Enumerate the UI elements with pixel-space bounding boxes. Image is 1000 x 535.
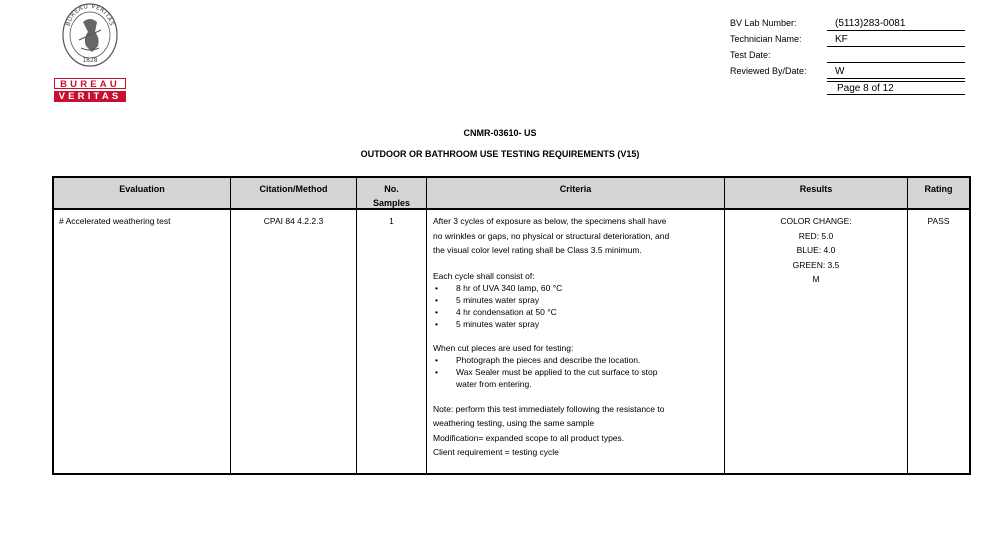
- header-samples-line1: No.: [384, 184, 399, 194]
- result-line: GREEN: 3.5: [792, 259, 840, 270]
- list-item-text: water from entering.: [456, 378, 532, 389]
- logo-year: 1828: [82, 57, 98, 64]
- cut-heading: When cut pieces are used for testing:: [433, 342, 574, 353]
- header-citation: Citation/Method: [259, 184, 328, 194]
- list-item: [433, 366, 723, 390]
- list-item: • 4 hr condensation at 50 °C: [433, 306, 723, 318]
- criteria-line: no wrinkles or gaps, no physical or structural deterioration, and: [433, 230, 670, 241]
- technician-label: Technician Name:: [730, 34, 802, 44]
- note-line: Note: perform this test immediately following the resistance to: [433, 403, 665, 414]
- cut-list: [433, 354, 723, 390]
- reviewed-label: Reviewed By/Date:: [730, 66, 807, 76]
- result-line: BLUE: 4.0: [796, 245, 836, 255]
- note-line: Modification= expanded scope to all product types.: [433, 432, 625, 443]
- document-title: OUTDOOR OR BATHROOM USE TESTING REQUIREMENTS (V15): [360, 149, 640, 159]
- row-rating: PASS: [927, 216, 950, 226]
- lab-number-label: BV Lab Number:: [730, 18, 797, 28]
- test-date-row: [730, 50, 970, 64]
- list-item: • 8 hr of UVA 340 lamp, 60 °C: [433, 282, 723, 294]
- test-date-label: Test Date:: [730, 50, 771, 60]
- logo-band-top: BUREAU: [54, 78, 126, 89]
- logo-arc-text: BUREAU VERITAS: [64, 2, 116, 27]
- header-criteria: Criteria: [559, 184, 592, 194]
- page-number: Page 8 of 12: [827, 81, 965, 95]
- technician-row: [730, 34, 970, 48]
- result-line: M: [812, 274, 820, 284]
- test-date-value: [827, 50, 965, 63]
- row-samples: 1: [389, 216, 394, 226]
- technician-value: KF: [827, 34, 965, 47]
- reviewed-row: [730, 66, 970, 80]
- list-item: • 5 minutes water spray: [433, 318, 723, 330]
- cycle-list: [433, 282, 723, 330]
- row-citation: CPAI 84 4.2.2.3: [263, 216, 324, 226]
- row-criteria: [433, 214, 723, 460]
- criteria-line: After 3 cycles of exposure as below, the specimens shall have: [433, 216, 667, 226]
- column-divider: [426, 178, 427, 473]
- lab-number-value: (5113)283-0081: [827, 18, 965, 31]
- cycle-heading: Each cycle shall consist of:: [433, 270, 535, 281]
- requirements-table: [52, 176, 971, 475]
- header-samples-line2: Samples: [372, 198, 411, 208]
- header-samples: [357, 182, 426, 210]
- header-rating: Rating: [924, 184, 953, 194]
- note-line: weathering testing, using the same sample: [433, 418, 595, 428]
- row-evaluation: # Accelerated weathering test: [59, 216, 171, 226]
- note-line: Client requirement = testing cycle: [433, 447, 559, 457]
- result-line: RED: 5.0: [798, 230, 834, 241]
- header-results: Results: [799, 184, 833, 194]
- row-results: [725, 214, 907, 287]
- list-item-text: Wax Sealer must be applied to the cut surface to stop: [456, 366, 658, 377]
- result-line: COLOR CHANGE:: [780, 216, 852, 226]
- logo-seal-icon: [61, 2, 119, 70]
- header-evaluation: Evaluation: [119, 184, 165, 194]
- reviewed-value: W: [827, 66, 965, 79]
- lab-number-row: [730, 18, 970, 32]
- list-item: • 5 minutes water spray: [433, 294, 723, 306]
- document-id: CNMR-03610- US: [463, 128, 537, 138]
- logo-band-bottom: VERITAS: [54, 91, 126, 102]
- criteria-line: the visual color level rating shall be Class 3.5 minimum.: [433, 245, 642, 255]
- list-item: • Photograph the pieces and describe the location.: [433, 354, 723, 366]
